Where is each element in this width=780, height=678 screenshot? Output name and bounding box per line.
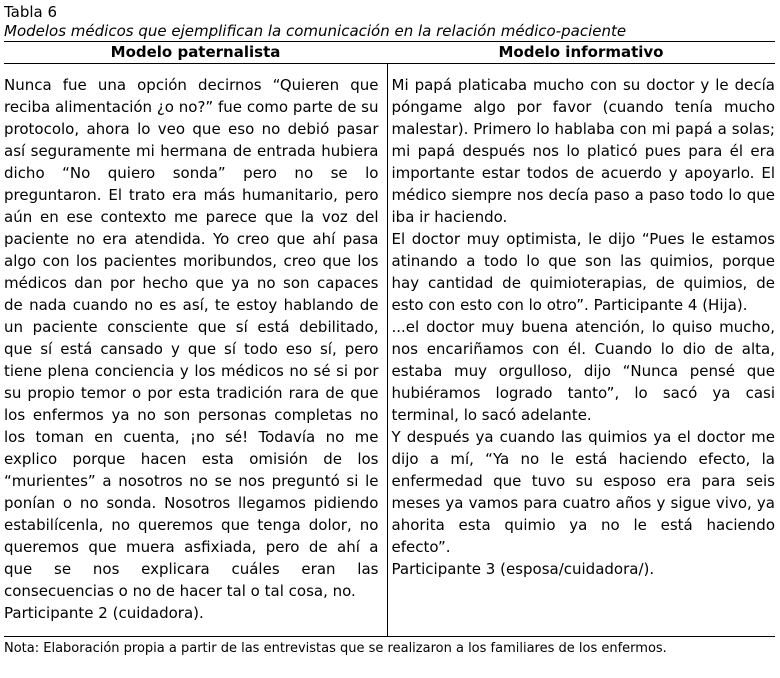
header-modelo-informativo: Modelo informativo — [387, 42, 775, 64]
paternalista-attribution: Participante 2 (cuidadora). — [4, 604, 204, 622]
informativo-quote-4: Y después ya cuando las quimios ya el doctor me dijo a mí, “Ya no le está haciendo efecto, la enfermedad que tuvo su esposo era para seis meses ya vamos para cuatro años y sigue vivo, ya ahorita esta quimio ya no le está haciendo efecto”. — [391, 428, 775, 556]
table-bottom-rule — [4, 624, 775, 637]
informativo-quote-3: ...el doctor muy buena atención, lo quiso mucho, nos encariñamos con él. Cuando lo dio de alta, estaba muy orgulloso, dijo “Nunca pensé que hubiéramos logrado tanto”, lo sacó ya casi terminal, lo sacó adelante. — [391, 318, 775, 424]
table-figure — [4, 0, 775, 658]
spacer-cell-right — [387, 624, 775, 637]
cell-informativo — [387, 64, 775, 625]
table-title: Modelos médicos que ejemplifican la comunicación en la relación médico-paciente — [4, 22, 627, 40]
table-header-row — [4, 42, 775, 64]
table-row — [4, 64, 775, 625]
informativo-quote-2: El doctor muy optimista, le dijo “Pues le estamos atinando a todo lo que son las quimios, porque hay cantidad de quimioterapias, de quimios, de esto con esto con lo otro”. Participante 4 (Hija). — [391, 230, 775, 314]
table-note: Nota: Elaboración propia a partir de las entrevistas que se realizaron a los familiares de los enfermos. — [4, 641, 667, 656]
cell-paternalista — [4, 64, 387, 625]
informativo-quote-1: Mi papá platicaba mucho con su doctor y le decía póngame algo por favor (cuando tenía mucho malestar). Primero lo hablaba con mi papá a solas; mi papá después nos lo platicó pues para él era importante estar todos de acuerdo y apoyarlo. El médico siempre nos decía paso a paso todo lo que iba ir haciendo. — [391, 76, 775, 226]
table-label: Tabla 6 — [4, 3, 58, 21]
header-modelo-paternalista: Modelo paternalista — [4, 42, 387, 64]
paternalista-quote: Nunca fue una opción decirnos “Quieren que reciba alimentación ¿o no?” fue como parte de su protocolo, ahora lo veo que eso no debió pasar así seguramente mi hermana de entrada hubiera dicho “No quiero sonda” pero no se lo preguntaron. El trato era más humanitario, pero aún en ese contexto me parece que la voz del paciente no era atendida. Yo creo que ahí pasa algo con los pacientes moribundos, creo que los médicos dan por hecho que ya no son capaces de nada cuando no es así, te estoy hablando de un paciente consciente que sí está debilitado, que sí está cansado y que sí todo eso sí, pero tiene plena conciencia y los médicos no sé si por su propio temor o por esta tradición rara de que los enfermos ya no son personas completas no los toman en cuenta, ¡no sé! Todavía no me explico porque hacen esta omisión de los “murientes” a nosotros no se nos preguntó si le ponían o no sonda. Nosotros llegamos pidiendo estabilícenla, no queremos que tenga dolor, no queremos que muera asfixiada, pero de ahí a que se nos explicara cuáles eran las consecuencias o no de hacer tal o tal cosa, no. — [4, 76, 379, 600]
models-table — [4, 41, 775, 637]
informativo-attribution: Participante 3 (esposa/cuidadora/). — [391, 560, 655, 578]
spacer-cell-left — [4, 624, 387, 637]
